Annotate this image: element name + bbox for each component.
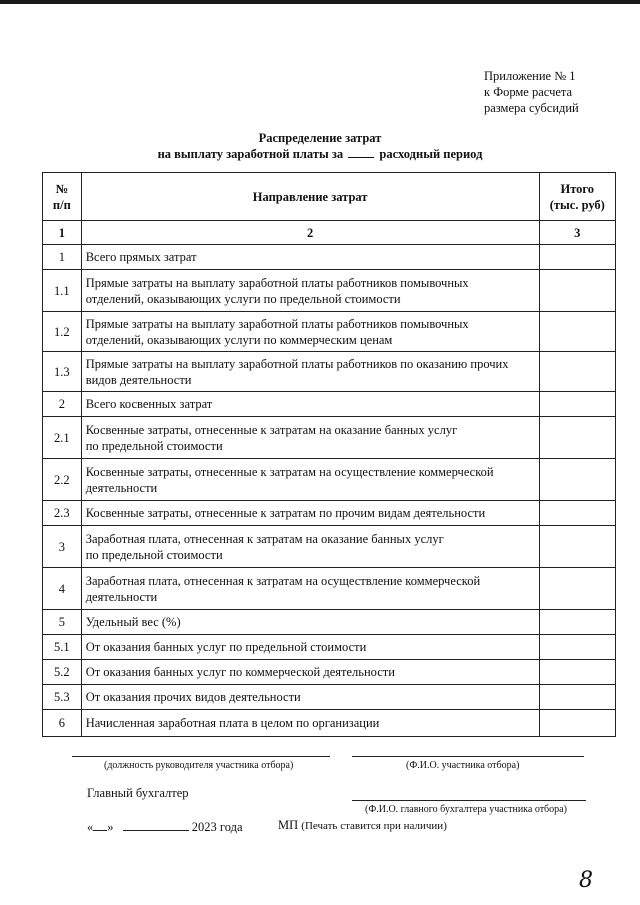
row-description: Прямые затраты на выплату заработной платы работников помывочных отделений, оказывающих услуги по предельной стоимости [81, 270, 539, 312]
row-description: От оказания прочих видов деятельности [81, 685, 539, 710]
row-description: Косвенные затраты, отнесенные к затратам на оказание банных услуг по предельной стоимости [81, 417, 539, 459]
table-row [43, 245, 616, 270]
row-total-cell[interactable] [539, 568, 615, 610]
table-row [43, 710, 616, 737]
stamp-label: МП [278, 818, 299, 832]
document-title [0, 130, 640, 162]
header-total: Итого (тыс. руб) [539, 173, 615, 221]
table-row [43, 610, 616, 635]
stamp-note: (Печать ставится при наличии) [301, 820, 447, 832]
row-total-cell[interactable] [539, 392, 615, 417]
row-number: 5 [43, 610, 82, 635]
row-total-cell[interactable] [539, 685, 615, 710]
row-number: 1.1 [43, 270, 82, 312]
row-total-cell[interactable] [539, 660, 615, 685]
column-number: 1 [43, 221, 82, 245]
row-description: Заработная плата, отнесенная к затратам на оказание банных услуг по предельной стоимости [81, 526, 539, 568]
row-number: 4 [43, 568, 82, 610]
row-number: 2.3 [43, 501, 82, 526]
row-number: 1 [43, 245, 82, 270]
table-row [43, 312, 616, 352]
table-row [43, 685, 616, 710]
column-number: 3 [539, 221, 615, 245]
title-line-2-start: на выплату заработной платы за [157, 147, 344, 161]
period-blank [348, 146, 374, 158]
column-number-row [43, 221, 616, 245]
row-total-cell[interactable] [539, 312, 615, 352]
scan-top-edge [0, 0, 640, 4]
row-total-cell[interactable] [539, 352, 615, 392]
row-total-cell[interactable] [539, 245, 615, 270]
handwritten-page-number: 8 [579, 868, 593, 893]
date-year: 2023 года [191, 820, 243, 834]
accountant-name-caption: (Ф.И.О. главного бухгалтера участника отбора) [365, 804, 567, 815]
row-number: 2.2 [43, 459, 82, 501]
appendix-note [484, 68, 579, 116]
row-description: Косвенные затраты, отнесенные к затратам на осуществление коммерческой деятельности [81, 459, 539, 501]
row-description: Начисленная заработная плата в целом по организации [81, 710, 539, 737]
row-total-cell[interactable] [539, 526, 615, 568]
row-number: 3 [43, 526, 82, 568]
appendix-line-3: размера субсидий [484, 101, 579, 115]
row-description: Всего косвенных затрат [81, 392, 539, 417]
row-description: Заработная плата, отнесенная к затратам на осуществление коммерческой деятельности [81, 568, 539, 610]
appendix-line-2: к Форме расчета [484, 85, 573, 99]
table-row [43, 459, 616, 501]
stamp-line [278, 818, 447, 833]
table-row [43, 660, 616, 685]
row-total-cell[interactable] [539, 417, 615, 459]
table-row [43, 392, 616, 417]
day-blank [93, 818, 107, 831]
row-description: Прямые затраты на выплату заработной платы работников помывочных отделений, оказывающих услуги по коммерческим ценам [81, 312, 539, 352]
chief-accountant-label: Главный бухгалтер [87, 786, 189, 800]
row-number: 5.1 [43, 635, 82, 660]
row-description: Удельный вес (%) [81, 610, 539, 635]
row-number: 1.2 [43, 312, 82, 352]
title-line-2-end: расходный период [379, 147, 483, 161]
title-line-1: Распределение затрат [258, 131, 382, 145]
row-total-cell[interactable] [539, 635, 615, 660]
row-total-cell[interactable] [539, 501, 615, 526]
participant-name-caption: (Ф.И.О. участника отбора) [406, 760, 520, 771]
head-position-line [72, 756, 330, 757]
date-line [87, 818, 243, 835]
accountant-name-line [352, 800, 586, 801]
table-row [43, 526, 616, 568]
date-close-quote: » [107, 820, 114, 834]
header-direction: Направление затрат [81, 173, 539, 221]
row-total-cell[interactable] [539, 270, 615, 312]
appendix-line-1: Приложение № 1 [484, 69, 576, 83]
title-line-2 [0, 146, 640, 162]
row-number: 2.1 [43, 417, 82, 459]
column-number: 2 [81, 221, 539, 245]
row-number: 5.3 [43, 685, 82, 710]
row-number: 5.2 [43, 660, 82, 685]
month-blank [123, 818, 189, 831]
table-header-row [43, 173, 616, 221]
date-open-quote: « [87, 820, 94, 834]
row-number: 1.3 [43, 352, 82, 392]
row-description: От оказания банных услуг по предельной стоимости [81, 635, 539, 660]
row-description: От оказания банных услуг по коммерческой деятельности [81, 660, 539, 685]
row-description: Всего прямых затрат [81, 245, 539, 270]
table-row [43, 270, 616, 312]
row-total-cell[interactable] [539, 459, 615, 501]
table-row [43, 501, 616, 526]
cost-distribution-table [42, 172, 616, 737]
table-row [43, 417, 616, 459]
row-number: 2 [43, 392, 82, 417]
table-row [43, 352, 616, 392]
participant-name-line [352, 756, 584, 757]
row-description: Прямые затраты на выплату заработной платы работников по оказанию прочих видов деятельности [81, 352, 539, 392]
row-number: 6 [43, 710, 82, 737]
row-description: Косвенные затраты, отнесенные к затратам по прочим видам деятельности [81, 501, 539, 526]
head-position-caption: (должность руководителя участника отбора) [104, 760, 294, 771]
header-number: № п/п [43, 173, 82, 221]
row-total-cell[interactable] [539, 610, 615, 635]
table-row [43, 568, 616, 610]
row-total-cell[interactable] [539, 710, 615, 737]
table-row [43, 635, 616, 660]
